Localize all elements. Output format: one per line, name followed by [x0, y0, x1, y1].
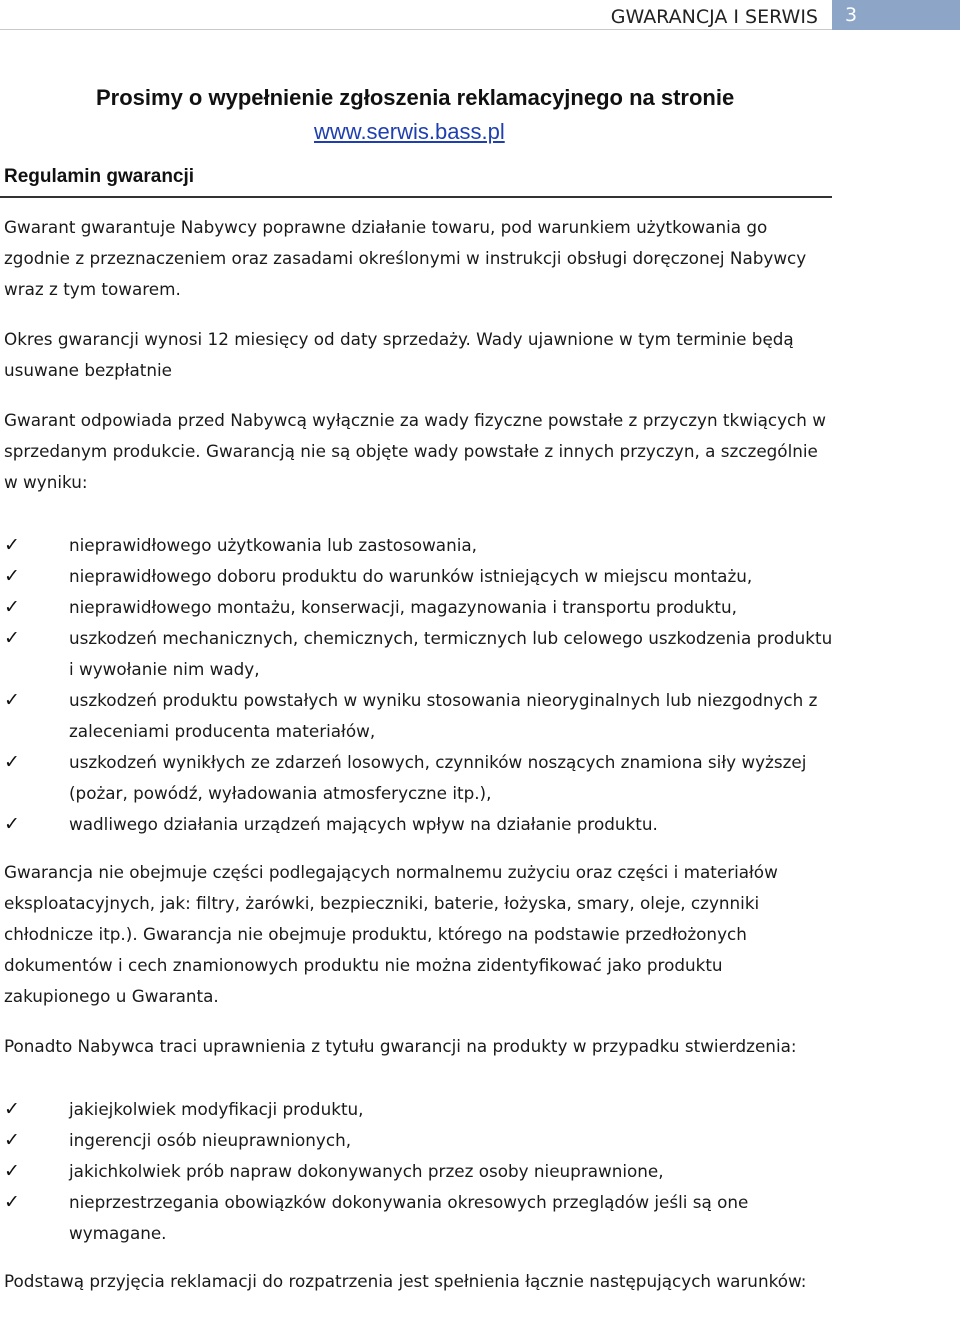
list-item	[4, 747, 834, 809]
list-item	[4, 1156, 834, 1187]
list-item-text: ingerencji osób nieuprawnionych,	[69, 1130, 352, 1150]
header-divider	[0, 29, 832, 30]
list-item-text: wadliwego działania urządzeń mających wpływ na działanie produktu.	[69, 814, 658, 834]
checkmark-icon: ✓	[4, 689, 20, 711]
paragraph-loss-of-rights: Ponadto Nabywca traci uprawnienia z tytułu gwarancji na produkty w przypadku stwierdzenia:	[4, 1036, 797, 1056]
section-divider	[0, 196, 832, 198]
checkmark-icon: ✓	[4, 1129, 20, 1151]
list-item	[4, 561, 834, 592]
list-item-text: nieprzestrzegania obowiązków dokonywania okresowych przeglądów jeśli są one wymagane.	[69, 1192, 749, 1243]
list-item	[4, 1094, 834, 1125]
checkmark-icon: ✓	[4, 1191, 20, 1213]
list-item	[4, 1125, 834, 1156]
section-title: Regulamin gwarancji	[4, 166, 195, 187]
checkmark-icon: ✓	[4, 751, 20, 773]
list-item	[4, 1187, 834, 1249]
paragraph-warranty-scope: Gwarant gwarantuje Nabywcy poprawne działanie towaru, pod warunkiem użytkowania go zgodnie z przeznaczeniem oraz zasadami określonymi w instrukcji obsługi doręczonej Nabywcy wraz z tym towarem.	[4, 217, 807, 299]
paragraph-wear-parts: Gwarancja nie obejmuje części podlegających normalnemu zużyciu oraz części i materiałów eksploatacyjnych, jak: filtry, żarówki, bezpieczniki, baterie, łożyska, smary, oleje, czynniki chłodnicze itp.). Gwarancja nie obejmuje produktu, którego na podstawie przedłożonych dokumentów i cech znamionowych produktu nie można zidentyfikować jako produktu zakupionego u Gwaranta.	[4, 862, 778, 1006]
paragraph-complaint-conditions: Podstawą przyjęcia reklamacji do rozpatrzenia jest spełnienia łącznie następujących warunków:	[4, 1271, 807, 1291]
paragraph-liability: Gwarant odpowiada przed Nabywcą wyłącznie za wady fizyczne powstałe z przyczyn tkwiących w sprzedanym produkcie. Gwarancją nie są objęte wady powstałe z innych przyczyn, a szczególnie w wyniku:	[4, 410, 826, 492]
document-body	[4, 212, 834, 1316]
checkmark-icon: ✓	[4, 1160, 20, 1182]
headline: Prosimy o wypełnienie zgłoszenia reklamacyjnego na stronie	[96, 85, 735, 110]
checkmark-icon: ✓	[4, 565, 20, 587]
page-number-badge	[832, 0, 960, 30]
list-item	[4, 592, 834, 623]
checkmark-icon: ✓	[4, 596, 20, 618]
header-title: GWARANCJA I SERWIS	[610, 6, 818, 28]
checkmark-icon: ✓	[4, 813, 20, 835]
list-item	[4, 685, 834, 747]
page-number: 3	[845, 4, 858, 26]
list-item	[4, 623, 834, 685]
checkmark-icon: ✓	[4, 534, 20, 556]
list-item	[4, 809, 834, 840]
list-item	[4, 530, 834, 561]
list-item-text: jakichkolwiek prób napraw dokonywanych przez osoby nieuprawnione,	[69, 1161, 664, 1181]
loss-conditions-list	[4, 1094, 834, 1249]
list-item-text: uszkodzeń produktu powstałych w wyniku stosowania nieoryginalnych lub niezgodnych z zaleceniami producenta materiałów,	[69, 690, 818, 741]
checkmark-icon: ✓	[4, 627, 20, 649]
service-link[interactable]: www.serwis.bass.pl	[314, 119, 505, 144]
exclusions-list	[4, 530, 834, 840]
checkmark-icon: ✓	[4, 1098, 20, 1120]
list-item-text: nieprawidłowego doboru produktu do warunków istniejących w miejscu montażu,	[69, 566, 753, 586]
paragraph-warranty-period: Okres gwarancji wynosi 12 miesięcy od daty sprzedaży. Wady ujawnione w tym terminie będą usuwane bezpłatnie	[4, 329, 794, 380]
list-item-text: uszkodzeń mechanicznych, chemicznych, termicznych lub celowego uszkodzenia produktu i wywołanie nim wady,	[69, 628, 833, 679]
list-item-text: nieprawidłowego montażu, konserwacji, magazynowania i transportu produktu,	[69, 597, 737, 617]
list-item-text: nieprawidłowego użytkowania lub zastosowania,	[69, 535, 478, 555]
list-item-text: jakiejkolwiek modyfikacji produktu,	[69, 1099, 364, 1119]
list-item-text: uszkodzeń wynikłych ze zdarzeń losowych, czynników noszących znamiona siły wyższej (pożar, powódź, wyładowania atmosferyczne itp.),	[69, 752, 807, 803]
